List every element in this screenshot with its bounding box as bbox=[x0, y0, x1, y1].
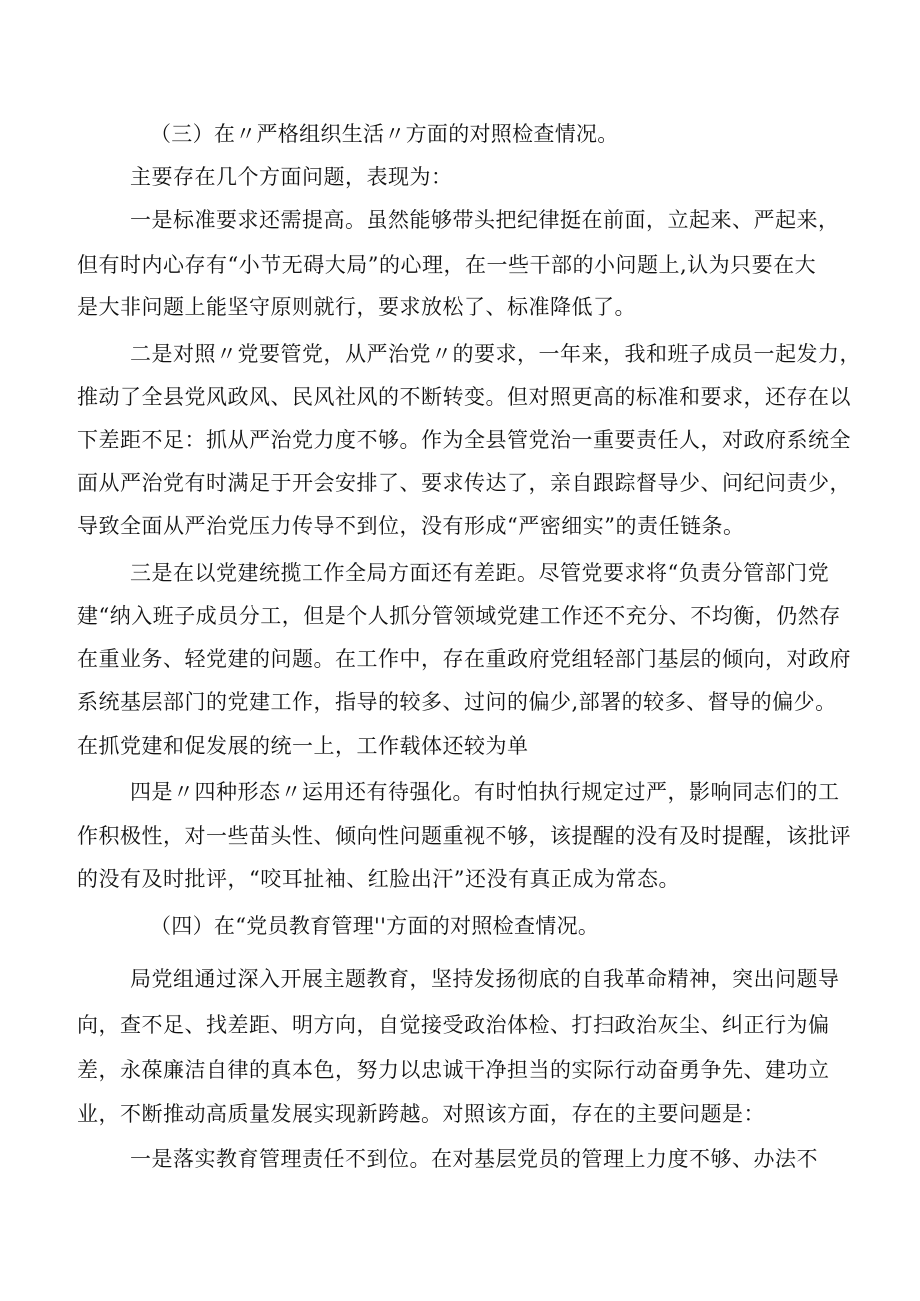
section-4-heading: （四）在“党员教育管理''方面的对照检查情况。 bbox=[150, 914, 600, 938]
paragraph-line: 是大非问题上能坚守原则就行，要求放松了、标准降低了。 bbox=[77, 295, 636, 319]
paragraph-line: 二是对照〃党要管党，从严治党〃的要求，一年来，我和班子成员一起发力， bbox=[130, 342, 861, 366]
paragraph-line: 推动了全县党风政风、民风社风的不断转变。但对照更高的标准和要求，还存在以 bbox=[77, 385, 851, 409]
paragraph-line: 在抓党建和促发展的统一上，工作载体还较为单 bbox=[77, 734, 529, 758]
paragraph-line: 的没有及时批评，“咬耳扯袖、红脸出汗”还没有真正成为常态。 bbox=[77, 867, 680, 891]
paragraph-line: 一是落实教育管理责任不到位。在对基层党员的管理上力度不够、办法不 bbox=[130, 1147, 818, 1171]
paragraph-line: 建“纳入班子成员分工，但是个人抓分管领域党建工作还不充分、不均衡，仍然存 bbox=[77, 604, 841, 628]
section-3-heading: （三）在〃严格组织生活〃方面的对照检查情况。 bbox=[150, 122, 619, 146]
section-3-intro: 主要存在几个方面问题，表现为： bbox=[130, 165, 453, 189]
paragraph-line: 面从严治党有时满足于开会安排了、要求传达了，亲自跟踪督导少、问纪问责少， bbox=[77, 471, 851, 495]
paragraph-line: 在重业务、轻党建的问题。在工作中，存在重政府党组轻部门基层的倾向，对政府 bbox=[77, 647, 851, 671]
paragraph-line: 一是标准要求还需提高。虽然能够带头把纪律挺在前面，立起来、严起来， bbox=[130, 208, 840, 232]
paragraph-line: 差，永葆廉洁自律的真本色，努力以忠诚干净担当的实际行动奋勇争先、建功立 bbox=[77, 1058, 830, 1082]
paragraph-line: 三是在以党建统揽工作全局方面还有差距。尽管党要求将“负责分管部门党 bbox=[130, 561, 830, 585]
paragraph-line: 局党组通过深入开展主题教育，坚持发扬彻底的自我革命精神，突出问题导 bbox=[130, 967, 840, 991]
paragraph-line: 但有时内心存有“小节无碍大局”的心理，在一些干部的小问题上,认为只要在大 bbox=[77, 253, 817, 277]
paragraph-line: 下差距不足：抓从严治党力度不够。作为全县管党治一重要责任人，对政府系统全 bbox=[77, 428, 851, 452]
paragraph-line: 系统基层部门的党建工作，指导的较多、过问的偏少,部署的较多、督导的偏少。 bbox=[77, 690, 837, 714]
paragraph-line: 向，查不足、找差距、明方向，自觉接受政治体检、打扫政治灰尘、纠正行为偏 bbox=[77, 1013, 830, 1037]
paragraph-line: 作积极性，对一些苗头性、倾向性问题重视不够，该提醒的没有及时提醒，该批评 bbox=[77, 824, 851, 848]
paragraph-line: 四是〃四种形态〃运用还有待强化。有时怕执行规定过严，影响同志们的工 bbox=[130, 780, 840, 804]
paragraph-line: 业，不断推动高质量发展实现新跨越。对照该方面，存在的主要问题是： bbox=[77, 1102, 765, 1126]
paragraph-line: 导致全面从严治党压力传导不到位，没有形成“严密细实”的责任链条。 bbox=[77, 514, 745, 538]
